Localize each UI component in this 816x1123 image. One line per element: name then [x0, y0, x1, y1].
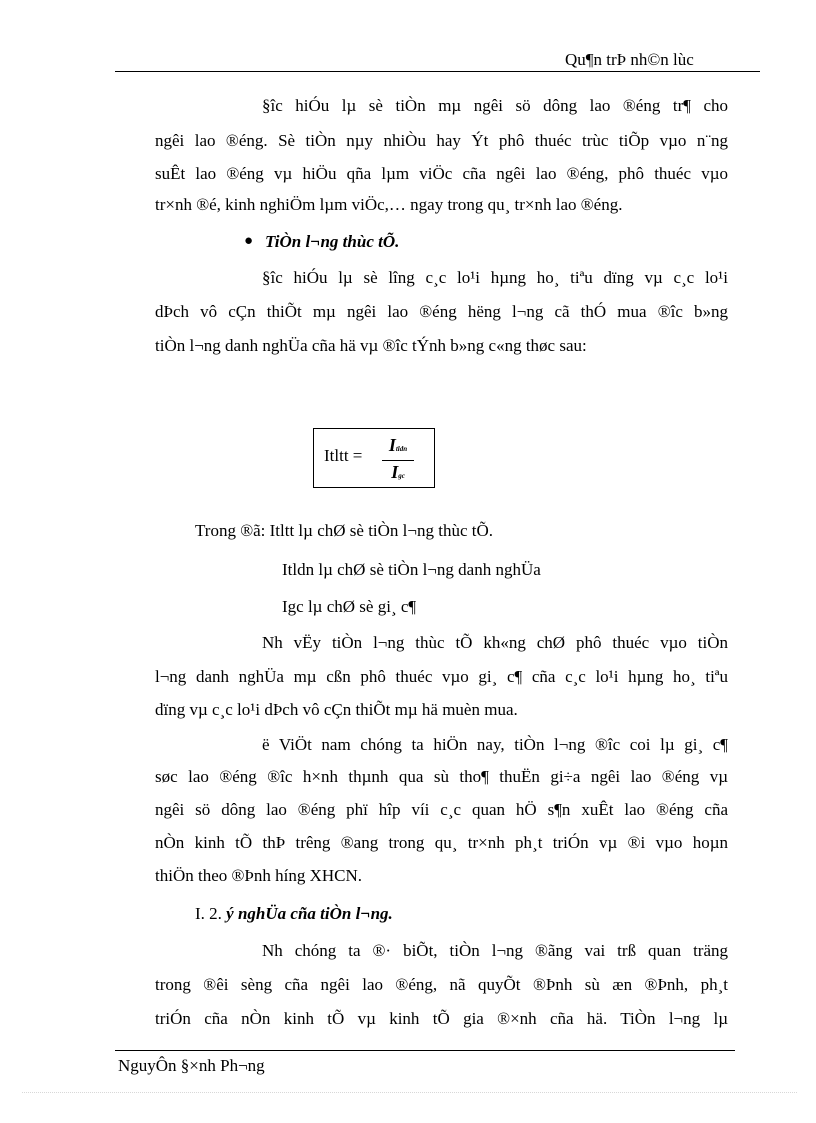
paragraph-3-line-1: Nh vËy tiÒn l¬ng thùc tÕ kh«ng chØ phô thuéc vµo tiÒn [262, 633, 728, 652]
formula-lhs: Itltt = [324, 446, 363, 465]
paragraph-5-line-2: trong ®êi sèng cña ngêi lao ®éng, nã quyÕt ®Þnh sù æn ®Þnh, ph¸t [155, 975, 728, 994]
paragraph-4-line-4: nÒn kinh tÕ thÞ trêng ®ang trong qu¸ tr×nh ph¸t triÓn vµ ®i vµo hoµn [155, 833, 728, 852]
formula-fraction [382, 435, 414, 486]
where-line-1: Trong ®ã: Itltt lµ chØ sè tiÒn l¬ng thùc tÕ. [195, 521, 493, 540]
where-line-3: Igc lµ chØ sè gi¸ c¶ [282, 597, 417, 616]
where-line-2: Itldn lµ chØ sè tiÒn l¬ng danh nghÜa [282, 560, 541, 579]
section-number: I. 2. [195, 904, 222, 923]
page-bottom-border [22, 1092, 797, 1093]
formula-numerator: Itldn [388, 435, 408, 455]
paragraph-1-line-2: ngêi lao ®éng. Sè tiÒn nµy nhiÒu hay Ýt phô thuéc trùc tiÕp vµo n¨ng [155, 131, 728, 150]
fraction-bar [382, 460, 414, 461]
bullet-dot-icon: ● [244, 233, 254, 249]
paragraph-1-line-3: suÊt lao ®éng vµ hiÖu qña lµm viÖc cña ngêi lao ®éng, phô thuéc vµo [155, 164, 728, 183]
paragraph-4-line-1: ë ViÖt nam chóng ta hiÖn nay, tiÒn l¬ng ®îc coi lµ gi¸ c¶ [262, 735, 728, 754]
header-rule [115, 71, 760, 72]
footer-author: NguyÔn §×nh Ph¬ng [118, 1056, 265, 1075]
formula-denominator: Igc [391, 462, 405, 482]
paragraph-2-line-2: dÞch vô cÇn thiÕt mµ ngêi lao ®éng hëng l¬ng cã thÓ mua ®îc b»ng [155, 302, 728, 321]
paragraph-2-line-1: §îc hiÓu lµ sè lîng c¸c lo¹i hµng ho¸ tiªu dïng vµ c¸c lo¹i [262, 268, 728, 287]
footer-rule [115, 1050, 735, 1051]
bullet-heading: TiÒn l¬ng thùc tÕ. [265, 232, 400, 251]
formula-box [313, 428, 435, 488]
section-heading [195, 904, 393, 924]
paragraph-5-line-3: triÓn cña nÒn kinh tÕ vµ kinh tÕ gia ®×nh cña hä. TiÒn l¬ng lµ [155, 1009, 728, 1028]
paragraph-1-line-4: tr×nh ®é, kinh nghiÖm lµm viÖc,… ngay trong qu¸ tr×nh lao ®éng. [155, 195, 623, 214]
header-title: Qu¶n trÞ nh©n lùc [565, 50, 694, 69]
paragraph-2-line-3: tiÒn l¬ng danh nghÜa cña hä vµ ®îc tÝnh b»ng c«ng thøc sau: [155, 336, 587, 355]
paragraph-5-line-1: Nh chóng ta ®· biÕt, tiÒn l¬ng ®ãng vai trß quan träng [262, 941, 728, 960]
paragraph-3-line-3: dïng vµ c¸c lo¹i dÞch vô cÇn thiÕt mµ hä muèn mua. [155, 700, 518, 719]
paragraph-4-line-5: thiÖn theo ®Þnh híng XHCN. [155, 866, 363, 885]
paragraph-3-line-2: l¬ng danh nghÜa mµ cßn phô thuéc vµo gi¸ c¶ cña c¸c lo¹i hµng ho¸ tiªu [155, 667, 728, 686]
section-title: ý nghÜa cña tiÒn l¬ng. [226, 904, 393, 923]
paragraph-4-line-3: ngêi sö dông lao ®éng phï hîp víi c¸c quan hÖ s¶n xuÊt lao ®éng cña [155, 800, 728, 819]
paragraph-4-line-2: søc lao ®éng ®îc h×nh thµnh qua sù tho¶ thuËn gi÷a ngêi lao ®éng vµ [155, 767, 728, 786]
paragraph-1-line-1: §îc hiÓu lµ sè tiÒn mµ ngêi sö dông lao ®éng tr¶ cho [262, 96, 728, 115]
